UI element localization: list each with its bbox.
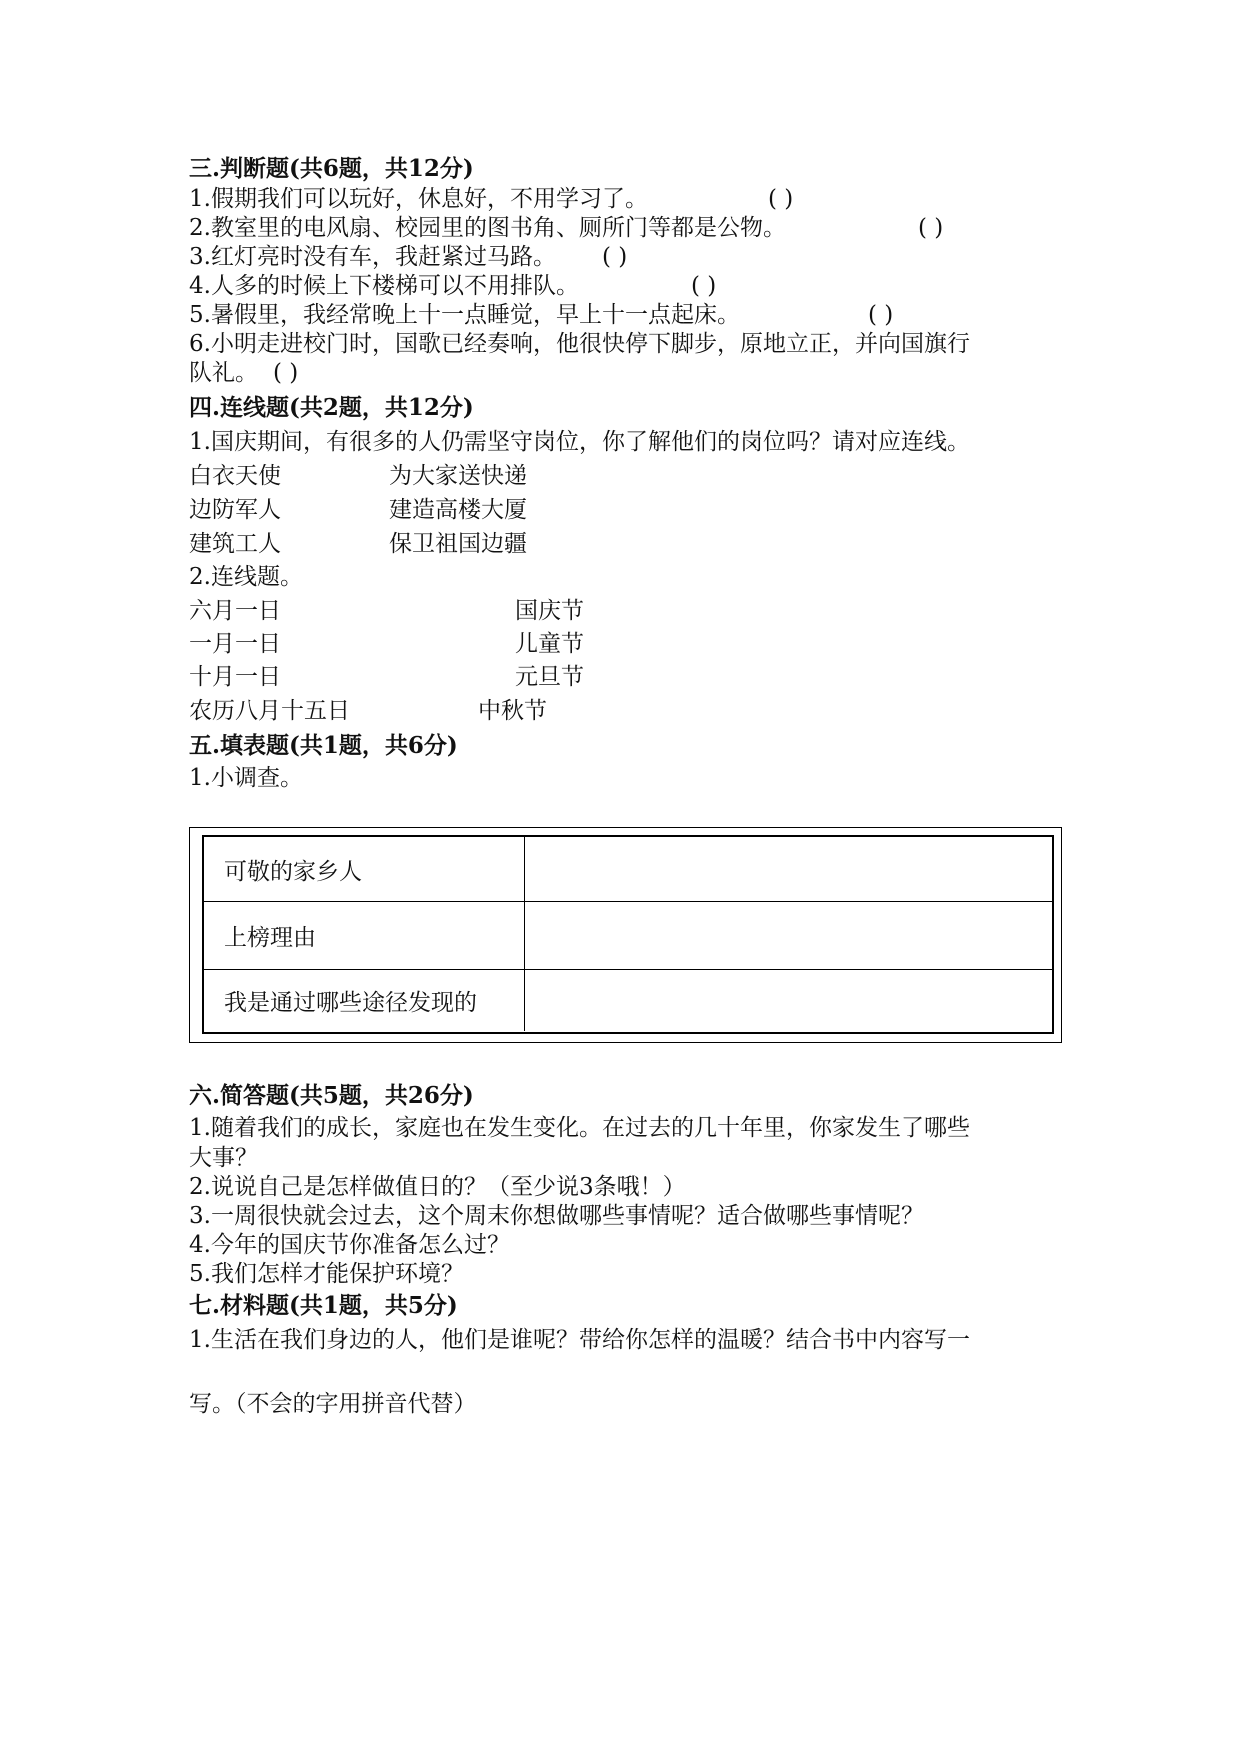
survey-question: 1.小调查。 [189,765,303,791]
table-row-label: 我是通过哪些途径发现的 [204,970,525,1031]
table-row-label: 上榜理由 [204,902,525,969]
judge-answer-4[interactable]: ( ) [691,273,717,299]
section-4-heading: 四.连线题(共2题，共12分) [189,394,474,421]
short-answer-item: 4.今年的国庆节你准备怎么过？ [189,1232,510,1258]
match-left-item[interactable]: 白衣天使 [189,463,281,489]
match-right-item[interactable]: 元旦节 [515,664,584,690]
section-5-heading: 五.填表题(共1题，共6分) [189,732,458,759]
short-answer-item: 1.随着我们的成长，家庭也在发生变化。在过去的几十年里，你家发生了哪些 [189,1115,970,1141]
table-answer-cell[interactable] [525,837,1052,901]
judge-item-text: 3.红灯亮时没有车，我赶紧过马路。 [189,244,556,270]
judge-answer-6[interactable]: ( ) [273,360,299,386]
match-left-item[interactable]: 建筑工人 [189,531,281,557]
judge-item-6-cont [189,358,258,388]
survey-table-frame [189,827,1062,1043]
match-right-item[interactable]: 保卫祖国边疆 [389,531,527,557]
judge-item-text: 2.教室里的电风扇、校园里的图书角、厕所门等都是公物。 [189,215,786,241]
match-left-item[interactable]: 一月一日 [189,631,281,657]
judge-item-1 [189,184,648,214]
judge-answer-1[interactable]: ( ) [768,186,794,212]
table-row [204,902,1052,970]
judge-item-text: 队礼。 [189,360,258,386]
match-right-item[interactable]: 建造高楼大厦 [389,497,527,523]
match-question-2: 2.连线题。 [189,564,303,590]
table-row [204,970,1052,1031]
judge-item-text: 1.假期我们可以玩好，休息好，不用学习了。 [189,186,648,212]
table-answer-cell[interactable] [525,970,1052,1031]
judge-answer-5[interactable]: ( ) [868,302,894,328]
survey-table [202,835,1054,1034]
judge-item-3 [189,242,556,272]
short-answer-item: 大事？ [189,1145,258,1171]
section-6-heading: 六.简答题(共5题，共26分) [189,1082,474,1109]
match-left-item[interactable]: 六月一日 [189,598,281,624]
match-right-item[interactable]: 国庆节 [515,598,584,624]
judge-item-6: 6.小明走进校门时，国歌已经奏响，他很快停下脚步，原地立正，并向国旗行 [189,331,970,357]
judge-answer-2[interactable]: ( ) [918,215,944,241]
judge-item-5 [189,300,740,330]
short-answer-item: 5.我们怎样才能保护环境？ [189,1261,464,1287]
short-answer-item: 2.说说自己是怎样做值日的？（至少说3条哦！） [189,1174,686,1200]
match-right-item[interactable]: 中秋节 [478,698,547,724]
match-right-item[interactable]: 儿童节 [515,631,584,657]
table-row [204,837,1052,902]
match-left-item[interactable]: 边防军人 [189,497,281,523]
judge-answer-3[interactable]: ( ) [602,244,628,270]
judge-item-4 [189,271,579,301]
match-left-item[interactable]: 农历八月十五日 [189,698,350,724]
table-row-label: 可敬的家乡人 [204,837,525,901]
match-question-1: 1.国庆期间，有很多的人仍需坚守岗位，你了解他们的岗位吗？请对应连线。 [189,429,970,455]
match-right-item[interactable]: 为大家送快递 [389,463,527,489]
material-question: 1.生活在我们身边的人，他们是谁呢？带给你怎样的温暖？结合书中内容写一 [189,1327,970,1353]
table-answer-cell[interactable] [525,902,1052,969]
judge-item-2 [189,213,786,243]
section-7-heading: 七.材料题(共1题，共5分) [189,1292,458,1319]
short-answer-item: 3.一周很快就会过去，这个周末你想做哪些事情呢？适合做哪些事情呢？ [189,1203,924,1229]
judge-item-text: 5.暑假里，我经常晚上十一点睡觉，早上十一点起床。 [189,302,740,328]
judge-item-text: 4.人多的时候上下楼梯可以不用排队。 [189,273,579,299]
material-question-cont: 写。（不会的字用拼音代替） [189,1391,477,1417]
match-left-item[interactable]: 十月一日 [189,664,281,690]
section-3-heading: 三.判断题(共6题，共12分) [189,155,474,182]
